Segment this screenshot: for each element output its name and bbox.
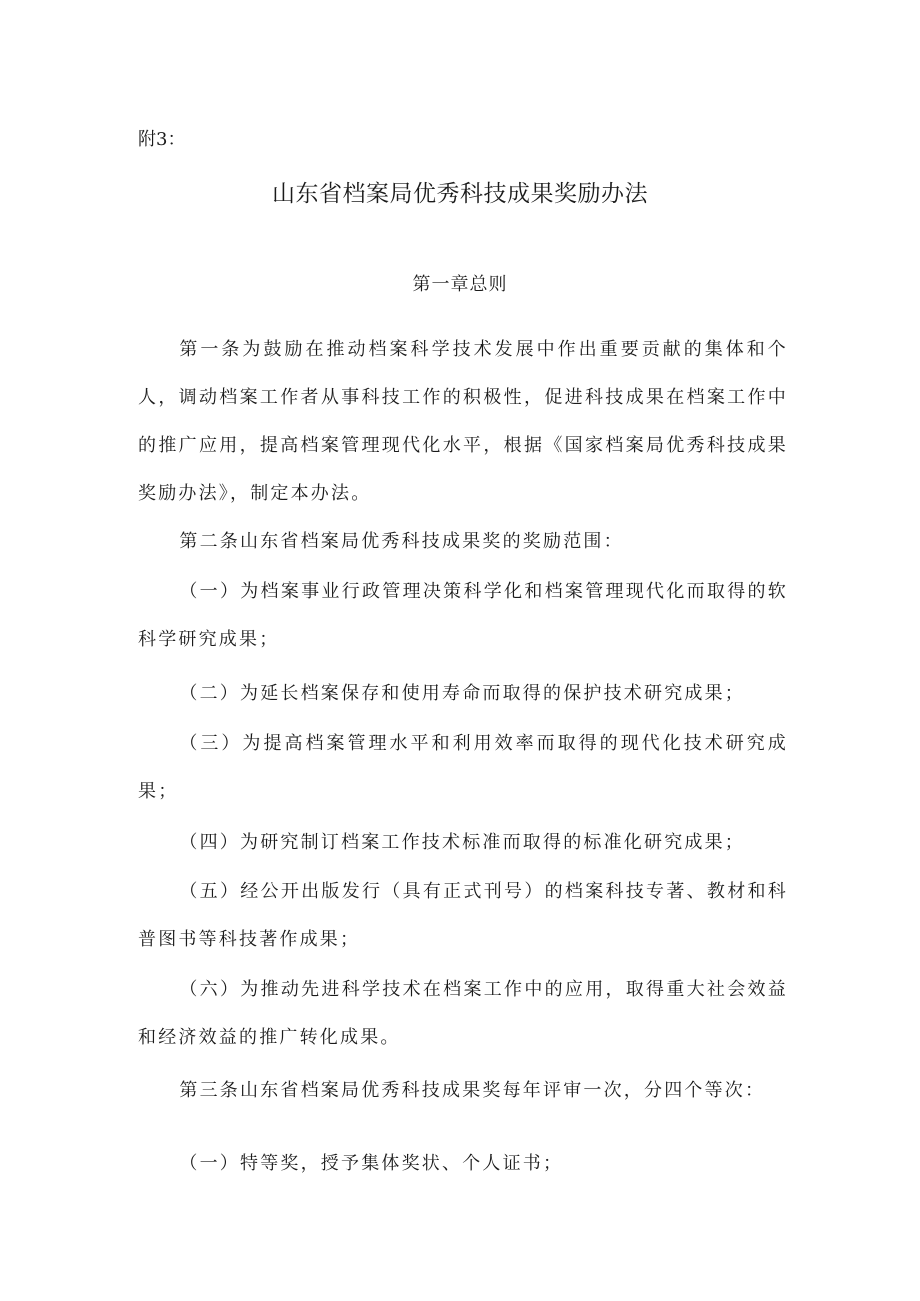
document-title: 山东省档案局优秀科技成果奖励办法	[272, 181, 648, 207]
award-level-1: （一）特等奖，授予集体奖状、个人证书；	[179, 1153, 564, 1174]
scope-item-1: （一）为档案事业行政管理决策科学化和档案管理现代化而取得的软科学研究成果；	[138, 581, 788, 650]
scope-item-3: （三）为提高档案管理水平和利用效率而取得的现代化技术研究成果；	[138, 733, 788, 802]
scope-item-4: （四）为研究制订档案工作技术标准而取得的标准化研究成果；	[179, 832, 745, 853]
scope-item-6: （六）为推动先进科学技术在档案工作中的应用，取得重大社会效益和经济效益的推广转化成果。	[138, 979, 788, 1048]
article-2-paragraph: 第二条山东省档案局优秀科技成果奖的奖励范围：	[179, 531, 624, 552]
scope-item-2: （二）为延长档案保存和使用寿命而取得的保护技术研究成果；	[179, 683, 745, 704]
article-3-paragraph: 第三条山东省档案局优秀科技成果奖每年评审一次，分四个等次：	[179, 1080, 766, 1101]
article-1-paragraph: 第一条为鼓励在推动档案科学技术发展中作出重要贡献的集体和个人，调动档案工作者从事科技工作的积极性，促进科技成果在档案工作中的推广应用，提高档案管理现代化水平，根据《国家档案局优秀科技成果奖励办法》，制定本办法。	[138, 339, 788, 504]
chapter-heading: 第一章总则	[412, 274, 508, 295]
annex-label: 附3：	[138, 129, 186, 150]
scope-item-5: （五）经公开出版发行（具有正式刊号）的档案科技专著、教材和科普图书等科技著作成果；	[138, 881, 788, 950]
